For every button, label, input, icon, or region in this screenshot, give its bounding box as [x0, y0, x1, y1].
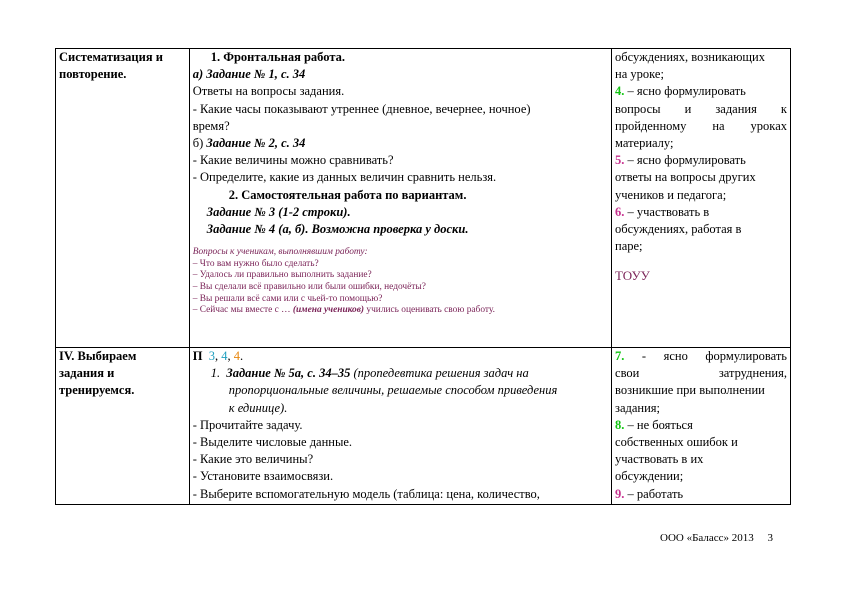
- skill-item: [615, 486, 787, 503]
- text-line: ответы на вопросы других: [615, 170, 756, 185]
- skill-number: 6.: [615, 204, 625, 219]
- text-line: задания;: [615, 400, 661, 415]
- task-line: Задание № 3 (1-2 строки).: [206, 204, 351, 219]
- text-line: собственных ошибок и: [615, 435, 738, 450]
- page-number: 3: [767, 532, 774, 544]
- text-line: - Какие часы показывают утреннее (дневное, вечернее, ночное): [192, 101, 531, 116]
- activity-heading: 1. Фронтальная работа.: [210, 50, 346, 64]
- task-line: Задание № 4 (а, б). Возможна проверка у доски.: [206, 222, 469, 237]
- text-line: участвовать в их: [615, 452, 704, 467]
- skills-cell: [612, 49, 791, 348]
- marker-line: [193, 348, 608, 365]
- skill-number: 4.: [615, 84, 625, 99]
- text-line: к единице).: [228, 400, 288, 415]
- skill-item: [615, 152, 787, 169]
- task-line: [193, 365, 608, 382]
- text-fragment: учились оценивать свою работу.: [364, 305, 495, 316]
- skill-item: [615, 348, 787, 365]
- text-fragment: - ясно формулировать: [624, 349, 787, 363]
- task-reference: Задание № 2, с. 34: [206, 136, 306, 151]
- publisher-label: ООО «Баласс» 2013: [660, 532, 754, 544]
- text-fragment: б): [192, 136, 207, 151]
- text-fragment: ,: [214, 349, 219, 363]
- skill-item: [615, 204, 787, 221]
- marker-number: 4: [221, 349, 228, 363]
- text-line: обсуждении;: [615, 469, 684, 484]
- task-line: а) Задание № 1, с. 34: [192, 67, 306, 82]
- skills-cell: [612, 348, 791, 505]
- task-reference: Задание № 5а, с. 34–35: [226, 366, 351, 381]
- skill-number: 9.: [615, 486, 625, 501]
- text-line: - Установите взаимосвязи.: [192, 469, 334, 484]
- question-line: [193, 305, 608, 317]
- task-number: 1.: [210, 366, 221, 381]
- text-line: - Выделите числовые данные.: [192, 435, 353, 450]
- activity-cell: [189, 49, 611, 348]
- text-fragment: ,: [227, 349, 231, 363]
- text-fragment: (имена учеников): [292, 305, 365, 316]
- text-line: паре;: [615, 239, 643, 254]
- text-line: на уроке;: [615, 67, 664, 82]
- questions-title: Вопросы к ученикам, выполнявшим работу:: [192, 247, 368, 258]
- text-fragment: (пропедевтика решения задач на: [350, 366, 529, 381]
- text-fragment: – не бояться: [624, 417, 693, 432]
- text-line: - Выберите вспомогательную модель (таблица: цена, количество,: [192, 486, 540, 501]
- table-row: [56, 49, 791, 348]
- text-line: пропорциональные величины, решаемые способом приведения: [228, 383, 558, 398]
- stage-cell: [56, 348, 190, 505]
- touu-label: ТОУУ: [615, 268, 650, 284]
- text-line: - Какие величины можно сравнивать?: [192, 153, 394, 168]
- marker-letter: П: [192, 349, 203, 363]
- stage-cell: [56, 49, 190, 348]
- stage-title-line: тренируемся.: [59, 383, 135, 398]
- text-line: Ответы на вопросы задания.: [192, 84, 345, 99]
- table-row: [56, 348, 791, 505]
- skill-number: 7.: [615, 349, 625, 363]
- activity-cell: [189, 348, 611, 505]
- text-line: - Прочитайте задачу.: [192, 417, 303, 432]
- question-line: – Вы решали всё сами или с чьей-то помощью?: [192, 293, 383, 304]
- stage-title-line: IV. Выбираем: [59, 349, 137, 363]
- skill-item: [615, 417, 787, 434]
- question-line: – Удалось ли правильно выполнить задание?: [192, 270, 372, 281]
- text-line: возникшие при выполнении: [615, 383, 765, 398]
- text-fragment: – участвовать в: [624, 204, 710, 219]
- stage-title-line: Систематизация и: [59, 50, 163, 64]
- text-line: время?: [192, 118, 230, 133]
- text-line: - Определите, какие из данных величин сравнить нельзя.: [192, 170, 497, 185]
- text-line: учеников и педагога;: [615, 187, 727, 202]
- text-line: обсуждениях, работая в: [615, 222, 742, 237]
- skill-number: 5.: [615, 153, 625, 168]
- text-line: пройденному на уроках: [615, 118, 787, 133]
- text-line: материалу;: [615, 136, 674, 151]
- text-line: - Какие это величины?: [192, 452, 314, 467]
- text-fragment: – ясно формулировать: [624, 84, 746, 99]
- stage-title-line: задания и: [59, 366, 115, 381]
- question-line: – Что вам нужно было сделать?: [192, 258, 319, 269]
- text-fragment: .: [239, 349, 244, 363]
- text-fragment: – работать: [624, 486, 684, 501]
- activity-heading: 2. Самостоятельная работа по вариантам.: [228, 187, 467, 202]
- question-line: – Вы сделали всё правильно или были ошибки, недочёты?: [192, 282, 426, 293]
- text-line: свои затруднения,: [615, 366, 787, 381]
- stage-title-line: повторение.: [59, 67, 127, 82]
- marker-number: 3: [208, 349, 215, 363]
- lesson-plan-table: [55, 48, 791, 505]
- text-line: обсуждениях, возникающих: [615, 50, 765, 64]
- page-footer: [660, 532, 773, 544]
- text-line: вопросы и задания к: [615, 101, 787, 116]
- task-line: [193, 135, 608, 152]
- skill-number: 8.: [615, 417, 625, 432]
- skill-item: [615, 83, 787, 100]
- marker-number: 4: [233, 349, 240, 363]
- text-fragment: – Сейчас мы вместе с …: [192, 305, 293, 316]
- text-fragment: – ясно формулировать: [624, 153, 746, 168]
